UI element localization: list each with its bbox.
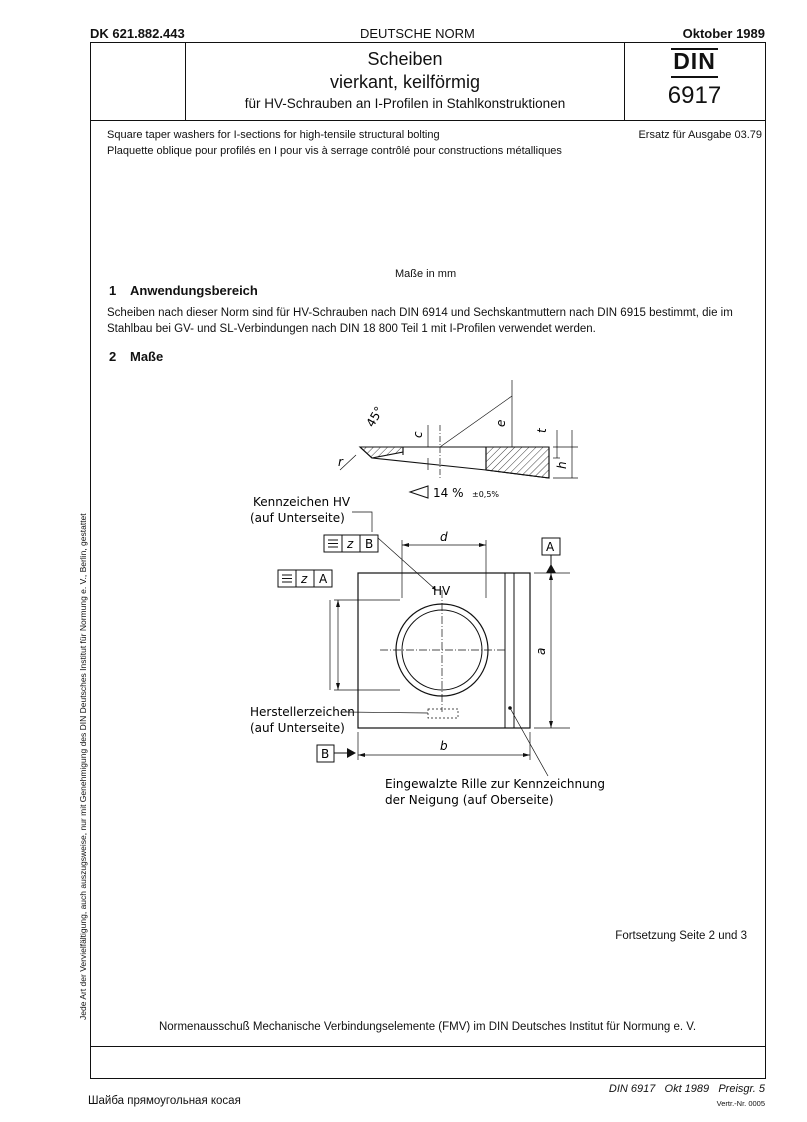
label-d: d <box>440 530 448 544</box>
din-number: 6917 <box>667 82 722 109</box>
slope-tolerance: ±0,5% <box>472 490 500 499</box>
label-b: b <box>440 739 448 753</box>
label-rille-2: der Neigung (auf Oberseite) <box>385 793 554 807</box>
footer-ref: DIN 6917 Okt 1989 Preisgr. 5 <box>608 1083 765 1095</box>
section-taper-bottom <box>372 458 486 470</box>
french-title: Plaquette oblique pour profilés en I pour vis à serrage contrôlé pour constructions métalliques <box>107 145 562 157</box>
label-t: t <box>535 428 549 433</box>
section-1-title: Anwendungsbereich <box>130 283 258 298</box>
continuation-note: Fortsetzung Seite 2 und 3 <box>615 930 747 942</box>
slope-value: 14 % <box>433 486 464 500</box>
section-1-text: Scheiben nach dieser Norm sind für HV-Schrauben nach DIN 6914 und Sechskantmuttern nach DIN 6915 bestimmt, die im Stahlbau bei GV- und SL-Verbindungen nach DIN 18 800 Teil 1 mit I-Profilen verwendet werden. <box>107 307 733 335</box>
label-rille-1: Eingewalzte Rille zur Kennzeichnung <box>385 777 605 791</box>
datum-a-label: A <box>546 540 555 554</box>
title-line-2: vierkant, keilförmig <box>329 72 481 92</box>
section-1-number: 1 <box>109 283 117 298</box>
frame-a-z: z <box>301 572 308 586</box>
section-2-title: Maße <box>130 349 164 364</box>
title-line-3: für HV-Schrauben an I-Profilen in Stahlkonstruktionen <box>244 96 566 111</box>
frame-b-datum: B <box>365 537 374 551</box>
units-note: Maße in mm <box>395 268 457 280</box>
label-a: a <box>534 647 548 655</box>
committee-note: Normenausschuß Mechanische Verbindungselemente (FMV) im DIN Deutsches Institut für Normung e. V. <box>158 1021 697 1033</box>
datum-b-label: B <box>321 747 330 761</box>
label-h: h <box>555 461 569 469</box>
label-r: r <box>338 455 343 469</box>
label-c: c <box>411 431 425 438</box>
russian-title: Шайба прямоугольная косая <box>88 1095 241 1107</box>
issue-date: Oktober 1989 <box>682 26 765 41</box>
section-right-hatch <box>486 447 549 478</box>
label-e: e <box>494 419 508 427</box>
dk-number: DK 621.882.443 <box>90 26 185 41</box>
title-line-1: Scheiben <box>367 49 443 69</box>
english-title: Square taper washers for I-sections for high-tensile structural bolting <box>107 129 440 141</box>
label-kennzeichen-1: Kennzeichen HV <box>253 495 351 509</box>
label-45: 45° <box>363 404 387 430</box>
section-2-number: 2 <box>109 349 117 364</box>
slope-icon <box>410 486 428 498</box>
copyright-side-note: Jede Art der Vervielfältigung, auch auszugsweise, nur mit Genehmigung des DIN Deutsches Institut für Normung e. V., Berlin, gestattet <box>78 513 88 1020</box>
replacement-note: Ersatz für Ausgabe 03.79 <box>638 129 762 141</box>
frame-a-datum: A <box>319 572 328 586</box>
footer-vertr: Vertr.-Nr. 0005 <box>716 1099 765 1108</box>
hv-mark: HV <box>433 584 451 598</box>
label-kennzeichen-2: (auf Unterseite) <box>250 511 345 525</box>
din-logo-text: DIN <box>673 48 716 74</box>
label-hersteller-2: (auf Unterseite) <box>250 721 345 735</box>
frame-b-z: z <box>347 537 354 551</box>
label-hersteller-1: Herstellerzeichen <box>250 705 355 719</box>
norm-label: DEUTSCHE NORM <box>360 26 475 41</box>
